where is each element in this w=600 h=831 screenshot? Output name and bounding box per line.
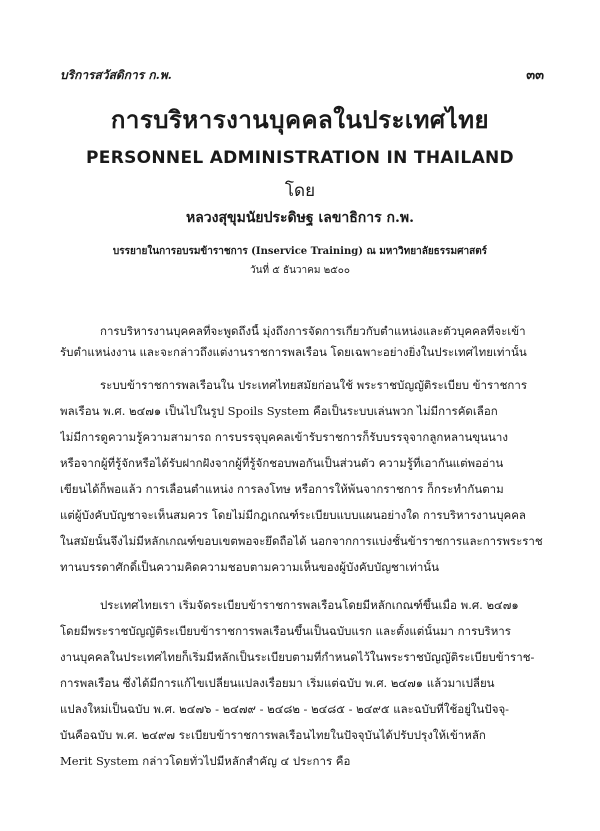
paragraph-3-line-6: บันคือฉบับ พ.ศ. ๒๔๙๗ ระเบียบข้าราชการพลเรือนไทยในปัจจุบันได้ปรับปรุงให้เข้าหลัก	[60, 728, 486, 742]
paragraph-2-line-1: ระบบข้าราชการพลเรือนใน ประเทศไทยสมัยก่อนใช้ พระราชบัญญัติระเบียบ ข้าราชการ	[100, 378, 528, 392]
paragraph-3-line-2: โดยมีพระราชบัญญัติระเบียบข้าราชการพลเรือนขึ้นเป็นฉบับแรก และตั้งแต่นั้นมา การบริหาร	[60, 624, 511, 638]
by-label: โดย	[284, 181, 316, 201]
paragraph-2-line-7: ในสมัยนั้นจึงไม่มีหลักเกณฑ์ขอบเขตพอจะยึดถือได้ นอกจากการแบ่งชั้นข้าราชการและการพระราช	[60, 534, 543, 548]
page-number: ๓๓	[526, 68, 544, 83]
lecture-note: บรรยายในการอบรมข้าราชการ (Inservice Training) ณ มหาวิทยาลัยธรรมศาสตร์	[112, 246, 488, 257]
paragraph-3-line-1: ประเทศไทยเรา เริ่มจัดระเบียบข้าราชการพลเรือนโดยมีหลักเกณฑ์ขึ้นเมื่อ พ.ศ. ๒๔๗๑	[100, 598, 519, 612]
paragraph-1-line-2: รับตำแหน่งงาน และจะกล่าวถึงแต่งานราชการพลเรือน โดยเฉพาะอย่างยิ่งในประเทศไทยเท่านั้น	[60, 345, 527, 359]
author-line: หลวงสุขุมนัยประดิษฐ เลขาธิการ ก.พ.	[186, 210, 414, 226]
lecture-date: วันที่ ๕ ธันวาคม ๒๕๐๐	[250, 265, 350, 276]
paragraph-2-line-6: แต่ผู้บังคับบัญชาจะเห็นสมควร โดยไม่มีกฎเกณฑ์ระเบียบแบบแผนอย่างใด การบริหารงานบุคคล	[60, 508, 526, 522]
title-english: PERSONNEL ADMINISTRATION IN THAILAND	[86, 148, 514, 168]
paragraph-3-line-4: การพลเรือน ซึ่งได้มีการแก้ไขเปลี่ยนแปลงเรื่อยมา เริ่มแต่ฉบับ พ.ศ. ๒๔๗๑ แล้วมาเปลี่ยน	[60, 676, 495, 690]
paragraph-2-line-2: พลเรือน พ.ศ. ๒๔๗๑ เป็นไปในรูป Spoils System คือเป็นระบบเล่นพวก ไม่มีการคัดเลือก	[60, 404, 498, 418]
paragraph-2-line-5: เขียนได้ก็พอแล้ว การเลื่อนตำแหน่ง การลงโทษ หรือการให้พ้นจากราชการ ก็กระทำกันตาม	[60, 482, 504, 496]
paragraph-2-line-3: ไม่มีการดูความรู้ความสามารถ การบรรจุบุคคลเข้ารับราชการก็รับบรรจุจากลูกหลานขุนนาง	[60, 430, 508, 444]
paragraph-2-line-8: ทานบรรดาศักดิ์เป็นความคิดความชอบตามความเห็นของผู้บังคับบัญชาเท่านั้น	[60, 560, 440, 574]
paragraph-3-line-5: แปลงใหม่เป็นฉบับ พ.ศ. ๒๔๗๖ - ๒๔๗๙ - ๒๔๘๒ - ๒๔๘๕ - ๒๔๙๕ และฉบับที่ใช้อยู่ในปัจจุ-	[60, 702, 510, 716]
paragraph-3-line-7: Merit System กล่าวโดยทั่วไปมีหลักสำคัญ ๔ ประการ คือ	[60, 754, 351, 768]
paragraph-3-line-3: งานบุคคลในประเทศไทยก็เริ่มมีหลักเป็นระเบียบตามที่กำหนดไว้ในพระราชบัญญัติระเบียบข้าราช-	[60, 650, 535, 664]
paragraph-2-line-4: หรือจากผู้ที่รู้จักหรือได้รับฝากฝังจากผู้ที่รู้จักชอบพอกันเป็นส่วนตัว ความรู้ที่เอากันแต่พออ่าน	[60, 456, 504, 470]
paragraph-1-line-1: การบริหารงานบุคคลที่จะพูดถึงนี้ มุ่งถึงการจัดการเกี่ยวกับตำแหน่งและตัวบุคคลที่จะเข้า	[100, 324, 526, 338]
title-thai: การบริหารงานบุคคลในประเทศไทย	[110, 105, 490, 134]
running-head: บริการสวัสดิการ ก.พ.	[60, 68, 172, 82]
